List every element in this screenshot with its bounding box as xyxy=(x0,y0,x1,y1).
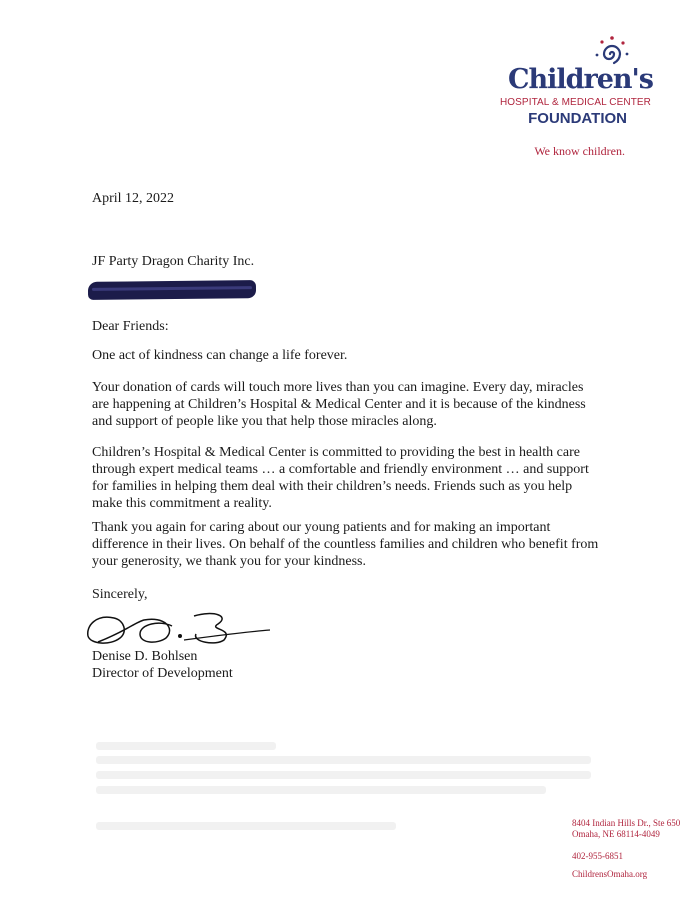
tagline: We know children. xyxy=(534,144,625,158)
faded-text xyxy=(96,756,591,764)
logo-name: Children's xyxy=(507,64,653,95)
redacted-address xyxy=(88,280,256,300)
faded-text xyxy=(96,771,591,779)
faded-text xyxy=(96,786,546,794)
paragraph-3: Children’s Hospital & Medical Center is committed to providing the best in health care through expert medical teams … a comfortable and friendly environment … and support for families in helping them deal with their children’s needs. Friends such as you help make this commitment a reality. xyxy=(92,445,589,511)
paragraph-2: Your donation of cards will touch more lives than you can imagine. Every day, miracles are happening at Children’s Hospital & Medical Center and it is because of the kindness and support of people like you that help those miracles along. xyxy=(92,380,586,429)
website-link: ChildrensOmaha.org xyxy=(572,869,648,879)
signature-image xyxy=(84,606,274,648)
logo-subtitle: HOSPITAL & MEDICAL CENTER xyxy=(499,97,651,108)
recipient-name: JF Party Dragon Charity Inc. xyxy=(92,254,255,269)
signer-title: Director of Development xyxy=(92,666,233,681)
faded-text xyxy=(96,742,276,750)
logo-foundation: FOUNDATION xyxy=(528,110,627,127)
closing: Sincerely, xyxy=(92,587,148,602)
faded-text xyxy=(96,822,396,830)
salutation: Dear Friends: xyxy=(92,319,169,334)
paragraph-4: Thank you again for caring about our young patients and for making an important difference in their lives. On behalf of the countless families and children who benefit from your generosity, we thank you for your kindness. xyxy=(92,520,599,569)
signer-name: Denise D. Bohlsen xyxy=(92,649,198,664)
paragraph-1: One act of kindness can change a life forever. xyxy=(92,348,348,363)
letter-date: April 12, 2022 xyxy=(92,191,175,206)
foundation-logo xyxy=(493,34,653,134)
address-line-2: Omaha, NE 68114-4049 xyxy=(572,829,660,839)
address-line-1: 8404 Indian Hills Dr., Ste 650 xyxy=(572,818,681,828)
phone-number: 402-955-6851 xyxy=(572,851,623,861)
